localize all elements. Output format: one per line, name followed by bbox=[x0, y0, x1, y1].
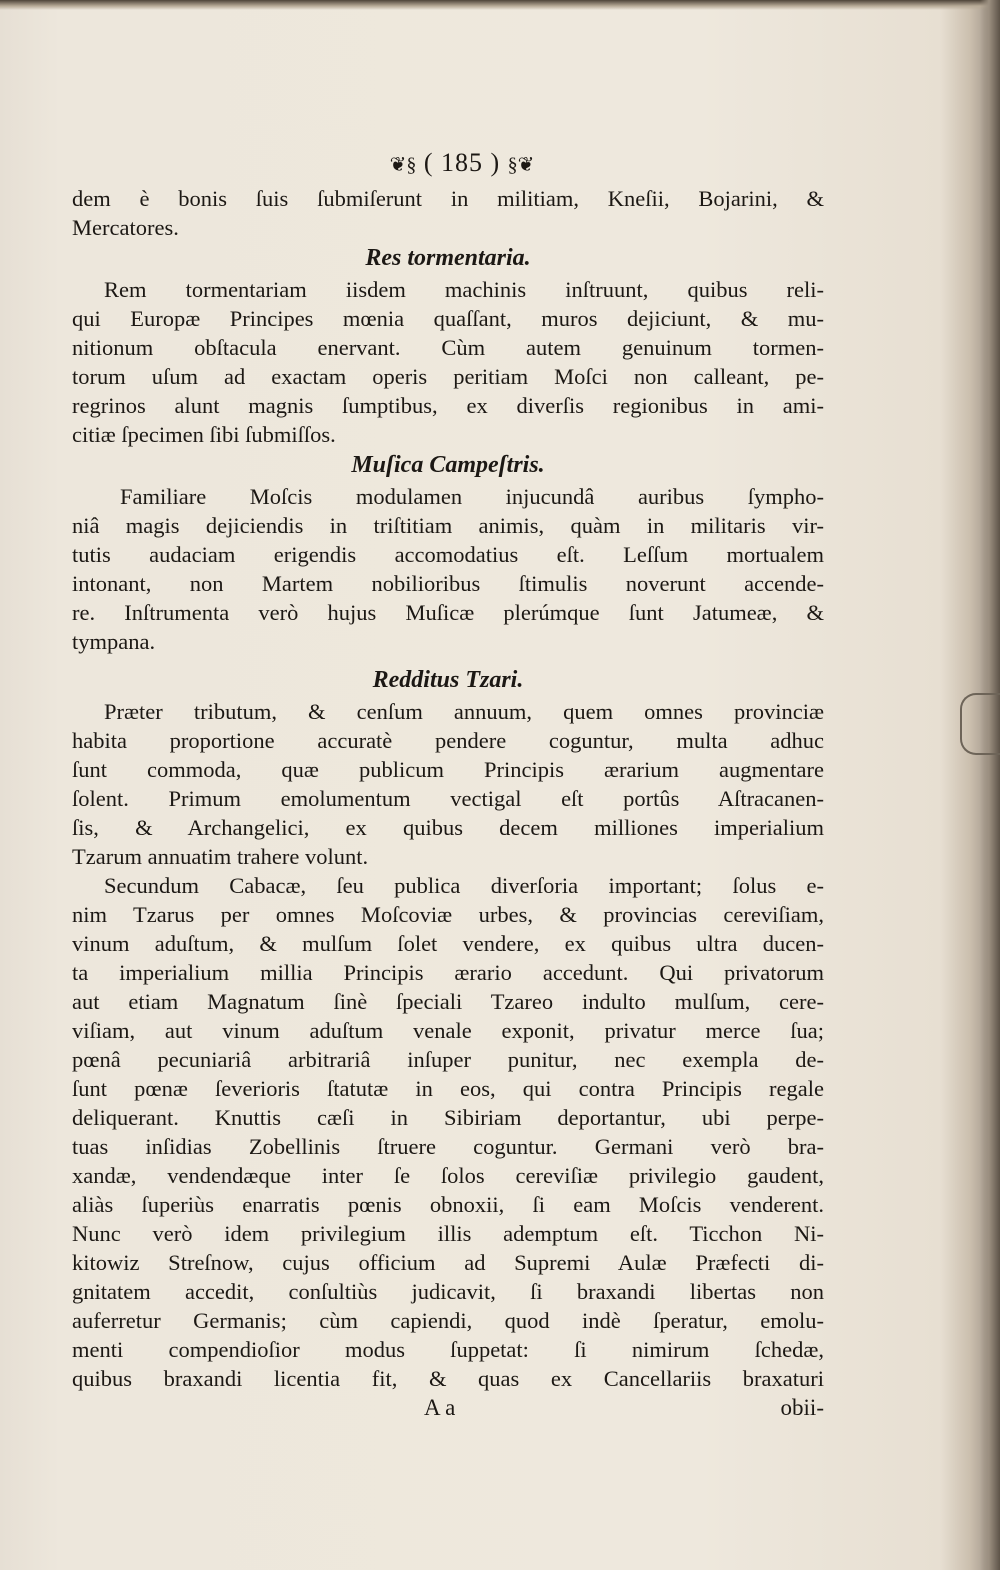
section-heading-musica-campestris: Muſica Campeſtris. bbox=[351, 452, 545, 478]
signature-mark: A a bbox=[424, 1395, 456, 1420]
text-line: citiæ ſpecimen ſibi ſubmiſſos. bbox=[72, 422, 336, 447]
text-line: niâ magis dejiciendis in triſtitiam animis, quàm in militaris vir- bbox=[72, 513, 824, 538]
text-line: auferretur Germanis; cùm capiendi, quod indè ſperatur, emolu- bbox=[72, 1308, 824, 1333]
text-line: habita proportione accuratè pendere coguntur, multa adhuc bbox=[72, 728, 824, 753]
paragraph-2 bbox=[72, 482, 824, 656]
text-line: aliàs ſuperiùs enarratis pœnis obnoxii, ſi eam Moſcis venderent. bbox=[72, 1192, 824, 1217]
text-line: Mercatores. bbox=[72, 215, 179, 240]
text-line: ſunt pœnæ ſeverioris ſtatutæ in eos, qui contra Principis regale bbox=[72, 1076, 824, 1101]
header-ornament-right: §❦ bbox=[507, 154, 535, 176]
text-line: Tzarum annuatim trahere volunt. bbox=[72, 844, 369, 869]
text-line: Familiare Moſcis modulamen injucundâ auribus ſympho- bbox=[120, 484, 824, 509]
text-line: dem è bonis ſuis ſubmiſerunt in militiam, Kneſii, Bojarini, & bbox=[72, 186, 824, 211]
text-line: kitowiz Streſnow, cujus officium ad Supremi Aulæ Præfecti di- bbox=[72, 1250, 824, 1275]
text-line: nim Tzarus per omnes Moſcoviæ urbes, & provincias cereviſiam, bbox=[72, 902, 824, 927]
text-line: deliquerant. Knuttis cæſi in Sibiriam deportantur, ubi perpe- bbox=[72, 1105, 824, 1130]
text-line: vinum aduſtum, & mulſum ſolet vendere, ex quibus ultra ducen- bbox=[72, 931, 824, 956]
text-line: nitionum obſtacula enervant. Cùm autem genuinum tormen- bbox=[72, 335, 824, 360]
text-line: pœnâ pecuniariâ arbitrariâ inſuper punitur, nec exempla de- bbox=[72, 1047, 824, 1072]
text-line: Secundum Cabacæ, ſeu publica diverſoria important; ſolus e- bbox=[104, 873, 824, 898]
text-line: tuas inſidias Zobellinis ſtruere coguntur. Germani verò bra- bbox=[72, 1134, 824, 1159]
text-line: xandæ, vendendæque inter ſe ſolos cereviſiæ privilegio gaudent, bbox=[72, 1163, 824, 1188]
text-line: ſunt commoda, quæ publicum Principis ærarium augmentare bbox=[72, 757, 824, 782]
page-top-edge bbox=[0, 0, 1000, 10]
catchword: obii- bbox=[780, 1395, 824, 1420]
text-line: menti compendioſior modus ſuppetat: ſi nimirum ſchedæ, bbox=[72, 1337, 824, 1362]
text-line: quibus braxandi licentia fit, & quas ex Cancellariis braxaturi bbox=[72, 1366, 824, 1391]
text-line: ta imperialium millia Principis ærario accedunt. Qui privatorum bbox=[72, 960, 824, 985]
text-line: ſolent. Primum emolumentum vectigal eſt portûs Aſtracanen- bbox=[72, 786, 824, 811]
text-line: re. Inſtrumenta verò hujus Muſicæ plerúmque ſunt Jatumeæ, & bbox=[72, 600, 824, 625]
text-line: aut etiam Magnatum ſinè ſpeciali Tzareo indulto mulſum, cere- bbox=[72, 989, 824, 1014]
text-line: intonant, non Martem nobilioribus ſtimulis noverunt accende- bbox=[72, 571, 824, 596]
thumb-tab-mark bbox=[960, 693, 1000, 755]
page-number: ( 185 ) bbox=[423, 148, 501, 177]
text-line: qui Europæ Principes mœnia quaſſant, muros dejiciunt, & mu- bbox=[72, 306, 824, 331]
page-footer bbox=[72, 1393, 824, 1423]
text-line: viſiam, aut vinum aduſtum venale exponit, privatur merce ſua; bbox=[72, 1018, 824, 1043]
text-line: Præter tributum, & cenſum annuum, quem omnes provinciæ bbox=[104, 699, 824, 724]
text-line: ſis, & Archangelici, ex quibus decem milliones imperialium bbox=[72, 815, 824, 840]
paragraph-3 bbox=[72, 697, 824, 871]
running-header bbox=[100, 148, 824, 184]
page-fore-edge bbox=[980, 0, 1000, 1570]
text-line: Rem tormentariam iisdem machinis inſtruunt, quibus reli- bbox=[104, 277, 824, 302]
text-line: gnitatem accedit, conſultiùs judicavit, ſi braxandi libertas non bbox=[72, 1279, 824, 1304]
section-heading-redditus-tzari: Redditus Tzari. bbox=[372, 667, 524, 693]
section-heading-res-tormentaria: Res tormentaria. bbox=[365, 245, 531, 271]
text-line: regrinos alunt magnis ſumptibus, ex diverſis regionibus in ami- bbox=[72, 393, 824, 418]
text-line: tutis audaciam erigendis accomodatius eſt. Leſſum mortualem bbox=[72, 542, 824, 567]
header-ornament-left: ❦§ bbox=[389, 154, 417, 176]
text-block bbox=[72, 148, 824, 1423]
paragraph-1 bbox=[72, 275, 824, 449]
paragraph-4 bbox=[72, 871, 824, 1393]
paragraph-0 bbox=[72, 184, 824, 242]
text-line: Nunc verò idem privilegium illis ademptum eſt. Ticchon Ni- bbox=[72, 1221, 824, 1246]
text-line: torum uſum ad exactam operis peritiam Moſci non calleant, pe- bbox=[72, 364, 824, 389]
text-line: tympana. bbox=[72, 629, 156, 654]
